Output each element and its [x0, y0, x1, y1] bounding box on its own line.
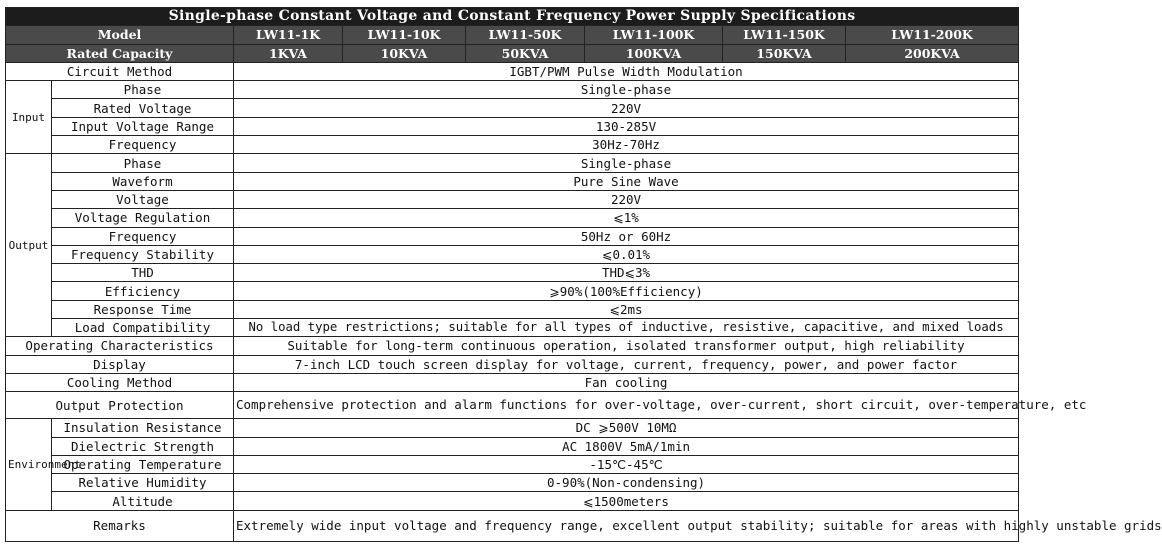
table-row [6, 245, 1019, 263]
row-value: IGBT/PWM Pulse Width Modulation [234, 62, 1019, 80]
row-value: ⩾90%(100%Efficiency) [234, 282, 1019, 300]
row-value: Single-phase [234, 154, 1019, 172]
row-value: Comprehensive protection and alarm functions for over-voltage, over-current, short circuit, over-temperature, etc [234, 392, 1019, 419]
row-value: DC ⩾500V 10MΩ [234, 419, 1019, 437]
row-label: Frequency [52, 227, 234, 245]
table-row [6, 172, 1019, 190]
row-value: Suitable for long-term continuous operation, isolated transformer output, high reliability [234, 337, 1019, 355]
table-row [6, 492, 1019, 510]
row-value: ⩽2ms [234, 300, 1019, 318]
table-row [6, 319, 1019, 337]
model-row [6, 26, 1019, 44]
capacity-cell: 10KVA [343, 44, 466, 62]
spec-table [5, 7, 1162, 542]
row-label: Cooling Method [6, 373, 234, 391]
table-row [6, 474, 1019, 492]
row-value: 220V [234, 190, 1019, 208]
table-row [6, 282, 1019, 300]
row-label: Output Protection [6, 392, 234, 419]
row-label: Remarks [6, 510, 234, 541]
group-label-environment: Environment [6, 419, 52, 510]
table-row [6, 419, 1019, 437]
row-label: Insulation Resistance [52, 419, 234, 437]
row-label: Circuit Method [6, 62, 234, 80]
capacity-label: Rated Capacity [6, 44, 234, 62]
table-title: Single-phase Constant Voltage and Constant Frequency Power Supply Specifications [6, 8, 1019, 26]
group-label-input: Input [6, 81, 52, 154]
model-cell: LW11-10K [343, 26, 466, 44]
model-cell: LW11-1K [234, 26, 343, 44]
row-value: 220V [234, 99, 1019, 117]
row-label: Dielectric Strength [52, 437, 234, 455]
row-label: Operating Characteristics [6, 337, 234, 355]
table-row [6, 355, 1019, 373]
table-row [6, 373, 1019, 391]
row-label: Voltage Regulation [52, 209, 234, 227]
row-label: Display [6, 355, 234, 373]
row-label: Altitude [52, 492, 234, 510]
title-row [6, 8, 1019, 26]
row-value: Extremely wide input voltage and frequency range, excellent output stability; suitable for areas with highly unstable grids [234, 510, 1019, 541]
table-row [6, 99, 1019, 117]
table-row [6, 190, 1019, 208]
row-value: -15℃-45℃ [234, 455, 1019, 473]
row-label: Operating Temperature [52, 455, 234, 473]
table-row [6, 62, 1019, 80]
model-cell: LW11-100K [585, 26, 723, 44]
table-row [6, 337, 1019, 355]
table-row [6, 209, 1019, 227]
table-row [6, 392, 1019, 419]
row-label: Relative Humidity [52, 474, 234, 492]
model-cell: LW11-50K [466, 26, 585, 44]
table-row [6, 300, 1019, 318]
table-row [6, 264, 1019, 282]
table-row [6, 437, 1019, 455]
capacity-cell: 150KVA [723, 44, 846, 62]
row-value: Pure Sine Wave [234, 172, 1019, 190]
row-label: Voltage [52, 190, 234, 208]
row-value: ⩽0.01% [234, 245, 1019, 263]
table-row [6, 136, 1019, 154]
table-row [6, 154, 1019, 172]
row-value: ⩽1% [234, 209, 1019, 227]
row-value: Single-phase [234, 81, 1019, 99]
capacity-cell: 100KVA [585, 44, 723, 62]
row-value: 7-inch LCD touch screen display for voltage, current, frequency, power, and power factor [234, 355, 1019, 373]
table-row [6, 510, 1019, 541]
capacity-cell: 1KVA [234, 44, 343, 62]
row-label: Phase [52, 154, 234, 172]
row-label: Frequency Stability [52, 245, 234, 263]
capacity-row [6, 44, 1019, 62]
spec-sheet [5, 7, 1162, 542]
row-value: No load type restrictions; suitable for all types of inductive, resistive, capacitive, and mixed loads [234, 319, 1019, 337]
row-label: Rated Voltage [52, 99, 234, 117]
row-label: Input Voltage Range [52, 117, 234, 135]
row-label: Load Compatibility [52, 319, 234, 337]
table-row [6, 117, 1019, 135]
model-label: Model [6, 26, 234, 44]
row-value: 130-285V [234, 117, 1019, 135]
capacity-cell: 200KVA [846, 44, 1019, 62]
row-label: THD [52, 264, 234, 282]
capacity-cell: 50KVA [466, 44, 585, 62]
row-label: Waveform [52, 172, 234, 190]
row-value: ⩽1500meters [234, 492, 1019, 510]
row-label: Phase [52, 81, 234, 99]
table-row [6, 227, 1019, 245]
model-cell: LW11-150K [723, 26, 846, 44]
row-value: 0-90%(Non-condensing) [234, 474, 1019, 492]
row-value: 50Hz or 60Hz [234, 227, 1019, 245]
row-value: THD⩽3% [234, 264, 1019, 282]
row-label: Efficiency [52, 282, 234, 300]
model-cell: LW11-200K [846, 26, 1019, 44]
row-label: Response Time [52, 300, 234, 318]
row-value: 30Hz-70Hz [234, 136, 1019, 154]
row-value: Fan cooling [234, 373, 1019, 391]
row-label: Frequency [52, 136, 234, 154]
table-row [6, 455, 1019, 473]
group-label-output: Output [6, 154, 52, 337]
table-row [6, 81, 1019, 99]
row-value: AC 1800V 5mA/1min [234, 437, 1019, 455]
